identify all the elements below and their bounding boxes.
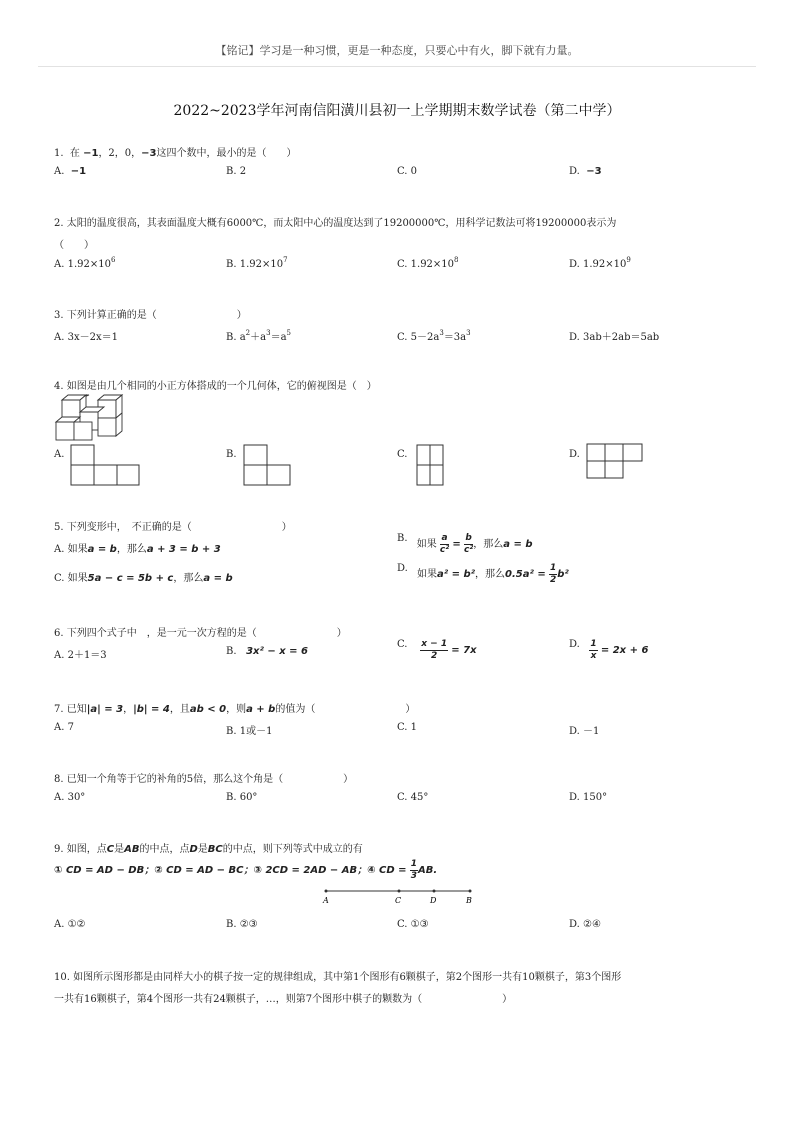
header-divider xyxy=(38,66,756,67)
question-3-option-c[interactable]: C. $5-2a^3=3a^3$ xyxy=(397,329,471,343)
question-7-option-a[interactable]: A. 7 xyxy=(54,722,74,733)
question-9-stem: 9. 如图，点C是AB的中点，点D是BC的中点，则下列等式中成立的有 xyxy=(54,844,363,855)
question-8-option-c[interactable]: C. 45° xyxy=(397,792,429,803)
question-6-option-d[interactable]: D. $\frac{1}{x}$ = 2x + 6 xyxy=(569,639,649,661)
question-9-option-c[interactable]: C. ①③ xyxy=(397,919,429,930)
question-2-option-d[interactable]: D. $1.92\times 10^9$ xyxy=(569,256,631,270)
question-6-stem: 6. 下列四个式子中 ，是一元一次方程的是（ ） xyxy=(54,628,347,639)
point-d-label: D xyxy=(430,896,437,905)
question-9-option-a[interactable]: A. ①② xyxy=(54,919,86,930)
point-b-label: B xyxy=(466,896,472,905)
point-c-label: C xyxy=(395,896,402,905)
question-4-option-c-figure xyxy=(416,444,444,486)
question-4-option-b[interactable]: B. xyxy=(226,449,237,460)
question-9-statements: ① CD = AD − DB；② CD = AD − BC；③ 2CD = 2AD − AB；④ CD = $\frac{1}{3}$ AB. xyxy=(54,859,438,881)
question-7-option-c[interactable]: C. 1 xyxy=(397,722,418,733)
question-10-stem-line-1: 10. 如图所示图形都是由同样大小的棋子按一定的规律组成，其中第1个图形有6颗棋子，第2个图形一共有10颗棋子，第3个图形 xyxy=(54,972,622,983)
question-2-option-b[interactable]: B. $1.92\times 10^7$ xyxy=(226,256,288,270)
question-3-option-d[interactable]: D. 3ab＋2ab＝5ab xyxy=(569,332,660,343)
question-4-solid-figure xyxy=(54,395,124,445)
question-5-stem: 5. 下列变形中， 不正确的是（ ） xyxy=(54,522,292,533)
question-8-option-b[interactable]: B. 60° xyxy=(226,792,258,803)
question-1-stem: 1. 在 −1，2，0，−3这四个数中，最小的是（ ） xyxy=(54,148,297,159)
question-7-option-b[interactable]: B. 1或－1 xyxy=(226,726,273,737)
question-2-stem-line-1: 2. 太阳的温度很高，其表面温度大概有6000℃，而太阳中心的温度达到了19200000℃，用科学记数法可将19200000表示为 xyxy=(54,218,617,229)
question-9-option-d[interactable]: D. ②④ xyxy=(569,919,601,930)
question-4-stem: 4. 如图是由几个相同的小正方体搭成的一个几何体，它的俯视图是（ ） xyxy=(54,381,377,392)
question-6-option-c[interactable]: C. $\frac{x - 1}{2}$ = 7x xyxy=(397,639,477,661)
question-4-option-d[interactable]: D. xyxy=(569,449,580,460)
question-8-option-a[interactable]: A. 30° xyxy=(54,792,86,803)
question-9-option-b[interactable]: B. ②③ xyxy=(226,919,258,930)
point-a-label: A xyxy=(323,896,329,905)
question-6-option-b[interactable]: B. 3x² − x = 6 xyxy=(226,646,308,657)
question-4-option-b-figure xyxy=(243,444,291,486)
page-motto: 【铭记】学习是一种习惯，更是一种态度，只要心中有火，脚下就有力量。 xyxy=(215,44,579,57)
question-10-stem-line-2: 一共有16颗棋子，第4个图形一共有24颗棋子，…，则第7个图形中棋子的颗数为（ ） xyxy=(54,994,513,1005)
question-5-option-b[interactable]: B. 如果 $\frac{a}{\text{c²}}$ = $\frac{b}{\text{c²}}$ ，那么a = b xyxy=(397,533,533,555)
question-9-segment-figure xyxy=(320,886,480,908)
question-8-option-d[interactable]: D. 150° xyxy=(569,792,608,803)
question-7-option-d[interactable]: D. －1 xyxy=(569,726,600,737)
question-3-stem: 3. 下列计算正确的是（ ） xyxy=(54,310,247,321)
question-1-option-a[interactable]: A. −1 xyxy=(54,166,87,177)
question-1-option-c[interactable]: C. 0 xyxy=(397,166,418,177)
question-2-stem-line-2: （ ） xyxy=(54,240,94,251)
question-3-option-a[interactable]: A. 3x－2x＝1 xyxy=(54,332,118,343)
question-8-stem: 8. 已知一个角等于它的补角的5倍，那么这个角是（ ） xyxy=(54,774,354,785)
question-4-option-a[interactable]: A. xyxy=(54,449,65,460)
question-4-option-d-figure xyxy=(586,443,644,479)
question-5-option-a[interactable]: A. 如果a = b，那么a + 3 = b + 3 xyxy=(54,544,221,555)
question-3-option-b[interactable]: B. $a^2+a^3=a^5$ xyxy=(226,329,292,343)
question-2-option-a[interactable]: A. $1.92\times 10^6$ xyxy=(54,256,116,270)
question-5-option-d[interactable]: D. 如果a² = b²，那么0.5a² = $\frac{1}{2}$ b² xyxy=(397,563,569,585)
question-4-option-a-figure xyxy=(70,444,140,486)
question-2-option-c[interactable]: C. $1.92\times 10^8$ xyxy=(397,256,459,270)
question-6-option-a[interactable]: A. 2＋1＝3 xyxy=(54,650,107,661)
question-7-stem: 7. 已知|a| = 3，|b| = 4，且ab < 0，则a + b的值为（ ） xyxy=(54,704,416,715)
question-5-option-c[interactable]: C. 如果5a − c = 5b + c，那么a = b xyxy=(54,573,233,584)
question-1-option-d: D. −3 xyxy=(569,166,602,177)
question-4-option-c[interactable]: C. xyxy=(397,449,408,460)
question-1-option-b[interactable]: B. 2 xyxy=(226,166,247,177)
page-title: 2022~2023学年河南信阳潢川县初一上学期期末数学试卷（第二中学） xyxy=(173,103,621,119)
